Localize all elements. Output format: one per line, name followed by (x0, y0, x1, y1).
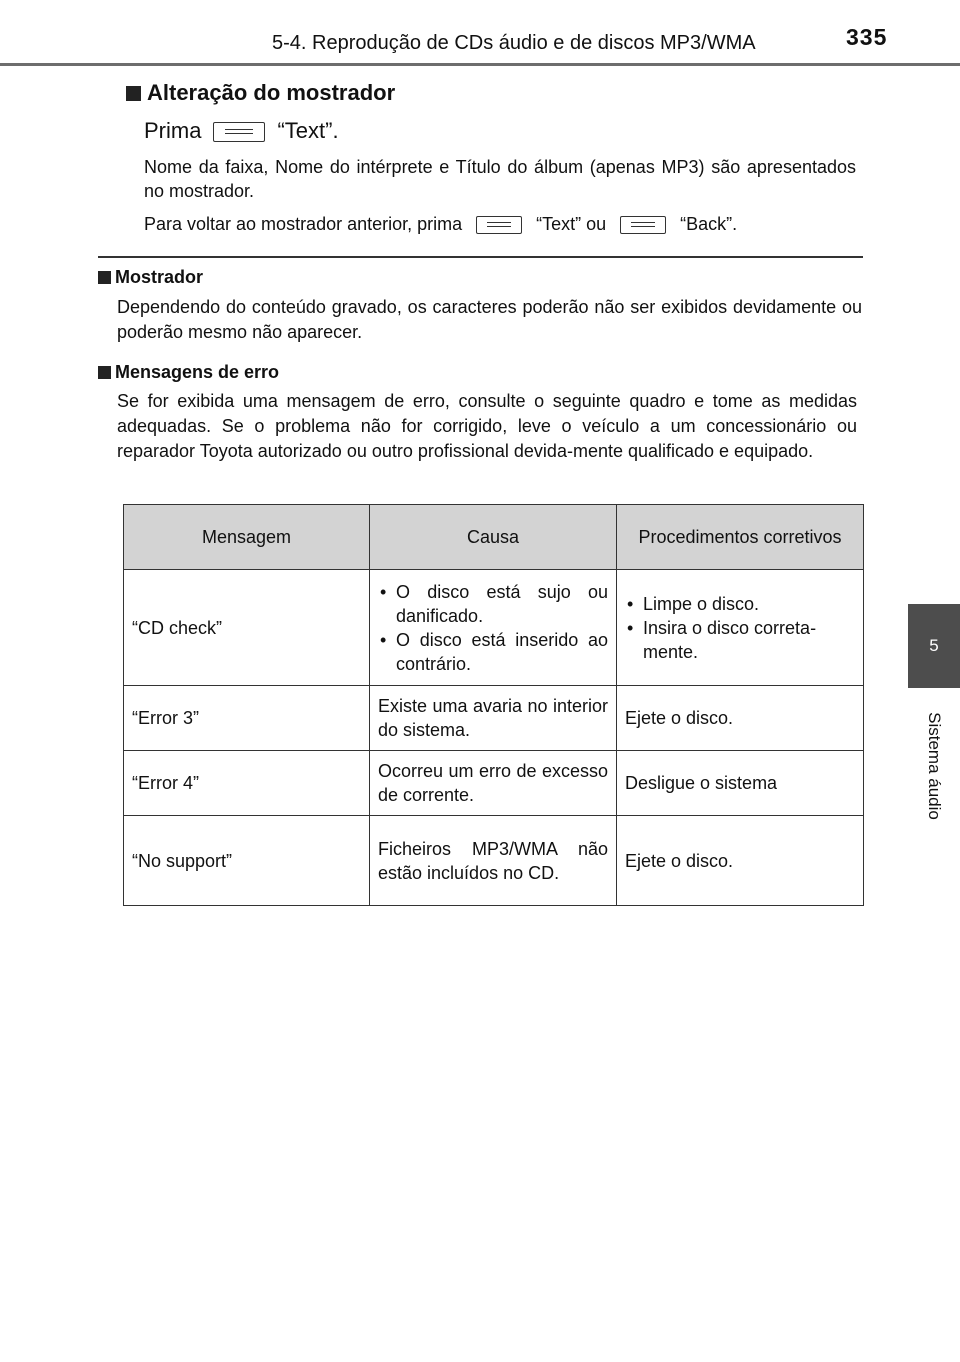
chapter-number: 5 (929, 636, 939, 655)
back-instruction (144, 212, 737, 236)
button-icon (213, 122, 265, 142)
prima-word: Prima (144, 118, 202, 143)
prima-instruction (144, 116, 339, 146)
error-table (123, 504, 864, 906)
cause-cell: Ficheiros MP3/WMA não estão incluídos no CD. (370, 816, 617, 906)
section-title: 5-4. Reprodução de CDs áudio e de discos MP3/WMA (272, 32, 756, 54)
cause-cell: Existe uma avaria no interior do sistema. (370, 686, 617, 751)
list-item: • Insira o disco correta-mente. (625, 616, 855, 664)
table-row (124, 751, 864, 816)
message-cell: “CD check” (124, 570, 370, 686)
page-number: 335 (846, 24, 888, 50)
back-prefix: Para voltar ao mostrador anterior, prima (144, 214, 463, 234)
list-item: • Limpe o disco. (625, 592, 855, 616)
message-cell: “Error 3” (124, 686, 370, 751)
back-back-option: “Back”. (680, 214, 738, 234)
table-header-row (124, 505, 864, 570)
table-row (124, 570, 864, 686)
square-bullet-icon (98, 366, 111, 379)
table-row (124, 686, 864, 751)
chapter-label: Sistema áudio (925, 712, 944, 820)
prima-target: “Text”. (277, 118, 339, 143)
back-text-option: “Text” ou (536, 214, 607, 234)
note-body: Se for exibida uma mensagem de erro, consulte o seguinte quadro e tome as medidas adequadas. Se o problema não for corrigido, leve o veículo a um concessionário ou reparador Toyota autorizado ou outro profissional devida-mente qualificado e equipado. (117, 391, 857, 461)
section-divider (98, 256, 863, 258)
header-divider (0, 63, 960, 66)
table-row (124, 816, 864, 906)
note-heading (98, 359, 279, 385)
list-item: • O disco está sujo ou danificado. (378, 580, 608, 628)
cause-cell: Ocorreu um erro de excesso de corrente. (370, 751, 617, 816)
display-description: Nome da faixa, Nome do intérprete e Título do álbum (apenas MP3) são apresentados no mostrador. (144, 157, 856, 201)
display-change-heading-text: Alteração do mostrador (147, 80, 396, 105)
message-cell: “No support” (124, 816, 370, 906)
square-bullet-icon (98, 271, 111, 284)
fix-cell: Desligue o sistema (617, 751, 864, 816)
list-item: • O disco está inserido ao contrário. (378, 628, 608, 676)
display-change-heading (126, 78, 395, 108)
fix-cell: Ejete o disco. (617, 686, 864, 751)
fix-cell: Ejete o disco. (617, 816, 864, 906)
button-icon (620, 216, 666, 234)
cause-cell (370, 570, 617, 686)
button-icon (476, 216, 522, 234)
note-heading (98, 264, 203, 290)
note-heading-text: Mensagens de erro (115, 362, 280, 382)
square-bullet-icon (126, 86, 141, 101)
note-heading-text: Mostrador (115, 267, 204, 287)
note-body: Dependendo do conteúdo gravado, os caracteres poderão não ser exibidos devidamente ou poderão mesmo não aparecer. (117, 297, 862, 342)
message-cell: “Error 4” (124, 751, 370, 816)
column-header: Mensagem (124, 505, 370, 570)
column-header: Procedimentos corretivos (617, 505, 864, 570)
chapter-tab[interactable] (908, 604, 960, 688)
fix-cell (617, 570, 864, 686)
column-header: Causa (370, 505, 617, 570)
